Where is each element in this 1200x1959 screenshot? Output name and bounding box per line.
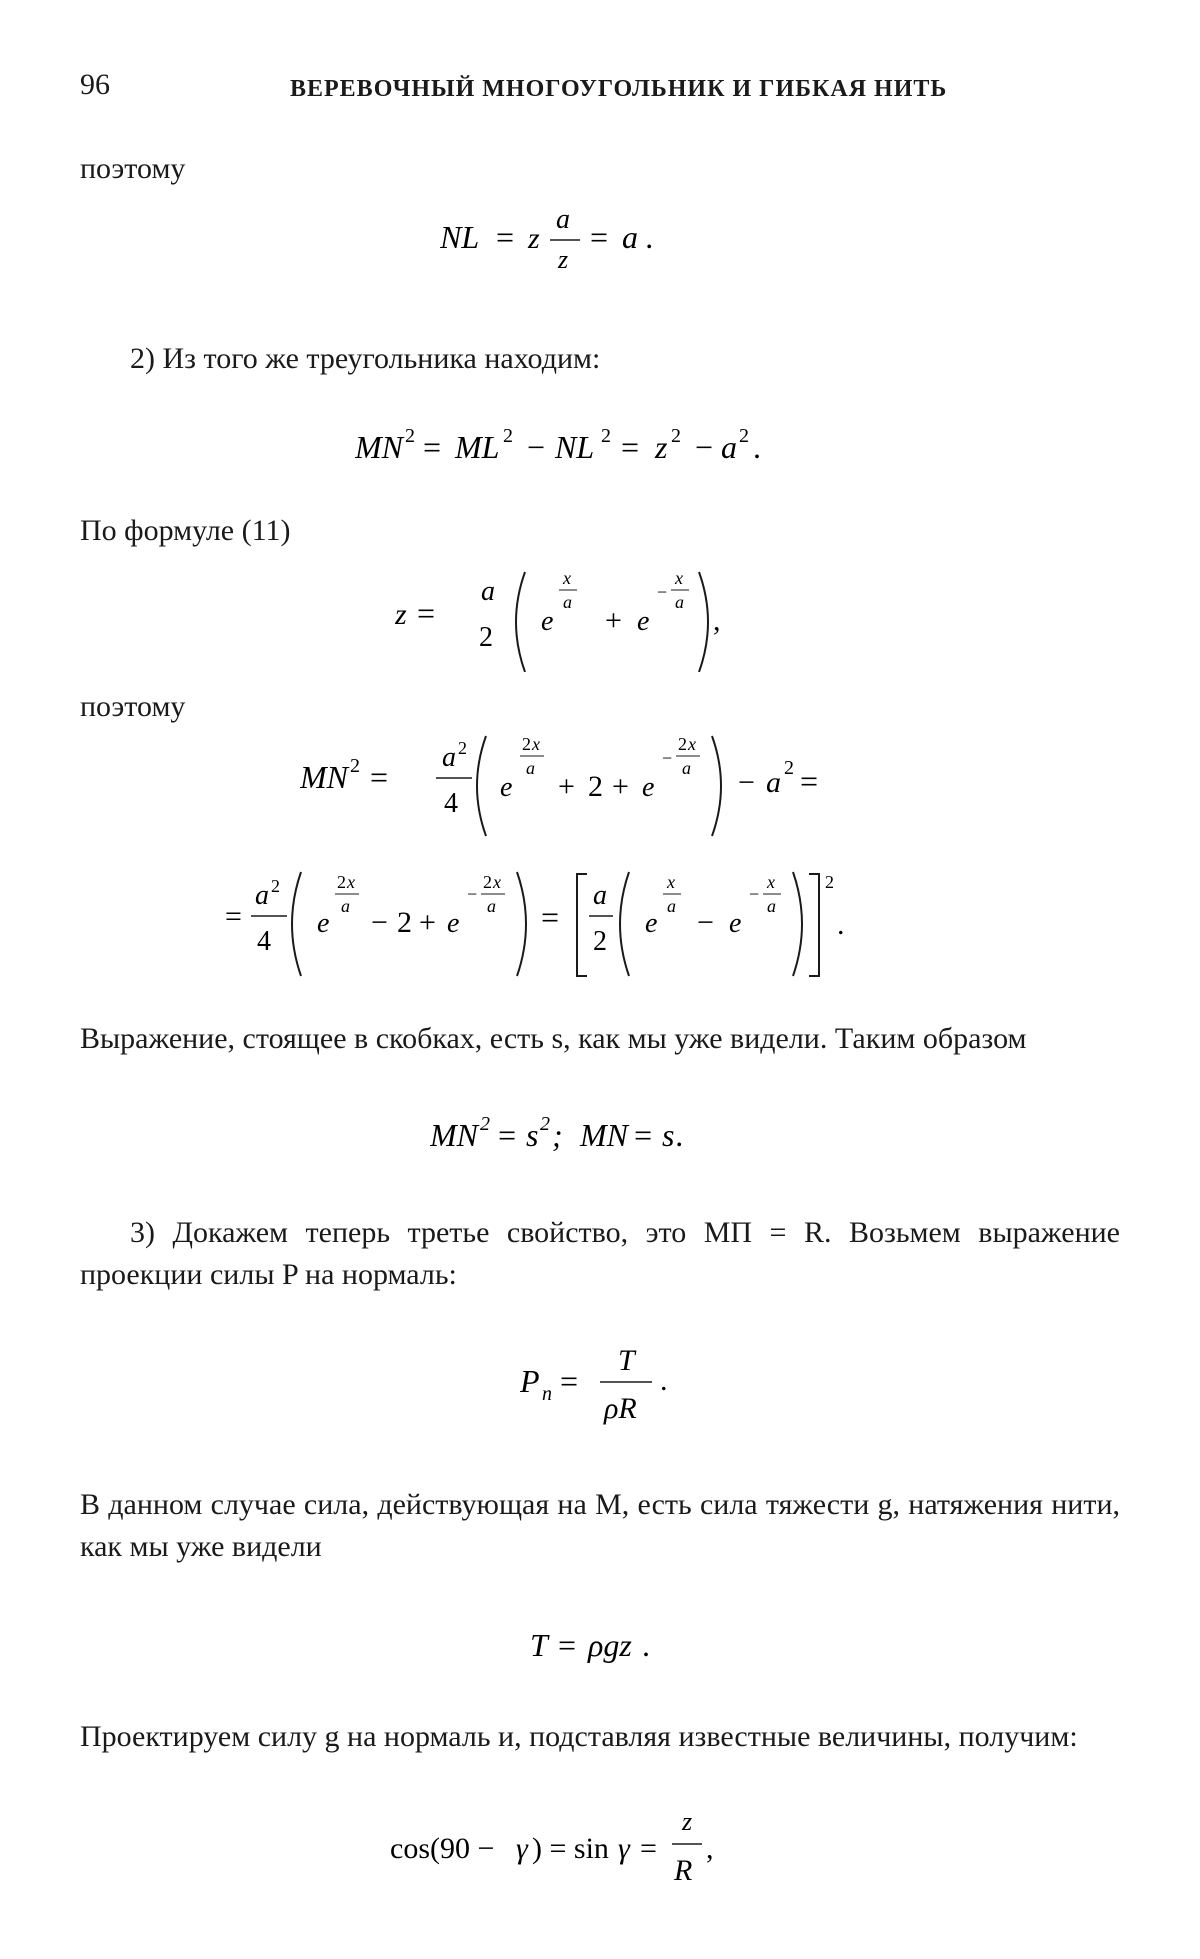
svg-text:e: e [642, 772, 655, 803]
svg-text:MN: MN [300, 759, 348, 795]
svg-text:x: x [493, 872, 501, 892]
svg-text:2: 2 [593, 926, 607, 957]
svg-text:R: R [674, 1854, 693, 1887]
formula-mn-square-bracket-svg [225, 862, 985, 982]
svg-text:−: − [695, 429, 714, 465]
svg-text:T: T [530, 1627, 548, 1663]
svg-text:a: a [682, 758, 691, 778]
svg-text:s: s [662, 1117, 675, 1153]
svg-text:x: x [767, 872, 775, 892]
svg-text:x: x [675, 568, 683, 588]
svg-text:4: 4 [444, 788, 458, 819]
svg-text:2: 2 [522, 734, 531, 754]
svg-text:−: − [657, 582, 668, 602]
svg-text:a: a [667, 896, 676, 916]
svg-text:4: 4 [257, 926, 271, 957]
svg-text:z: z [528, 222, 540, 255]
svg-text:2: 2 [480, 1113, 490, 1135]
svg-text:a: a [563, 592, 572, 612]
svg-text:.: . [642, 1627, 650, 1663]
svg-text:e: e [447, 908, 460, 939]
svg-text:γ: γ [618, 1832, 630, 1865]
svg-text:−: − [662, 748, 673, 768]
svg-text:x: x [563, 568, 571, 588]
svg-text:NL: NL [440, 219, 480, 255]
paragraph-project: Проектируем силу g на нормаль и, подставляя известные величины, получим: [80, 1720, 1078, 1753]
svg-text:a: a [675, 592, 684, 612]
svg-text:a: a [526, 758, 535, 778]
svg-text:=: = [496, 219, 515, 255]
paragraph-expression: Выражение, стоящее в скобках, есть s, как мы уже видели. Таким образом [80, 1022, 1027, 1055]
svg-text:=: = [590, 219, 609, 255]
svg-text:−: − [527, 429, 546, 465]
svg-text:a: a [481, 576, 495, 607]
formula-mn-expansion-svg [300, 728, 940, 838]
svg-text:e: e [500, 772, 513, 803]
svg-text:x: x [688, 734, 696, 754]
svg-text:x: x [532, 734, 540, 754]
paragraph-item-3: 3) Докажем теперь третье свойство, это MП = R. Возьмем выражение проекции силы P на нормаль: [80, 1216, 1120, 1291]
svg-text:e: e [729, 908, 742, 939]
svg-text:=: = [496, 1117, 518, 1153]
svg-text:e: e [317, 908, 330, 939]
svg-text:a: a [255, 880, 269, 911]
svg-text:=: = [423, 429, 442, 465]
formula-mn-square-bracket [225, 862, 985, 987]
paragraph-poetomu-2: поэтому [80, 690, 186, 723]
paragraph-poetomu-1: поэтому [80, 152, 186, 185]
svg-text:=: = [560, 1363, 579, 1399]
svg-text:+: + [419, 906, 436, 939]
formula-mn-equals-s [430, 1110, 790, 1169]
formula-mn-squared-svg [355, 418, 875, 478]
svg-text:=: = [632, 1117, 654, 1153]
svg-text:2: 2 [479, 622, 493, 653]
svg-text:,: , [713, 604, 721, 637]
svg-text:s: s [526, 1117, 539, 1153]
svg-text:n: n [542, 1383, 552, 1405]
svg-text:=: = [558, 1627, 577, 1663]
svg-text:;: ; [552, 1117, 563, 1153]
svg-text:2: 2 [483, 872, 492, 892]
formula-cos [390, 1800, 810, 1905]
svg-text:2: 2 [350, 755, 360, 777]
svg-text:T: T [618, 1344, 635, 1377]
svg-text:+: + [605, 604, 622, 637]
svg-text:2: 2 [271, 876, 280, 896]
svg-text:MN: MN [580, 1117, 628, 1153]
svg-text:x: x [347, 872, 355, 892]
svg-text:a: a [487, 896, 496, 916]
svg-text:e: e [645, 908, 658, 939]
svg-text:a .: a . [622, 219, 654, 255]
svg-text:ρgz: ρgz [588, 1627, 632, 1663]
svg-text:2: 2 [671, 425, 681, 447]
svg-text:−: − [749, 884, 760, 904]
svg-text:ρR: ρR [604, 1392, 637, 1425]
svg-text:) = sin: ) = sin [532, 1832, 609, 1865]
svg-text:=: = [541, 899, 560, 935]
svg-text:,: , [706, 1832, 714, 1865]
svg-text:a: a [593, 880, 607, 911]
svg-text:2: 2 [739, 425, 749, 447]
formula-mn-expansion [300, 728, 940, 843]
svg-text:2: 2 [397, 906, 412, 939]
svg-text:−: − [371, 906, 388, 939]
svg-text:=: = [640, 1832, 657, 1865]
svg-text:ML: ML [455, 429, 500, 465]
svg-text:.: . [676, 1117, 684, 1153]
paragraph-item-2: 2) Из того же треугольника находим: [130, 342, 601, 375]
svg-text:NL: NL [555, 429, 595, 465]
svg-text:2: 2 [588, 770, 603, 803]
svg-text:=: = [417, 595, 436, 631]
svg-text:e: e [637, 606, 650, 637]
svg-text:.: . [660, 1364, 668, 1397]
formula-t [530, 1620, 730, 1675]
svg-text:2: 2 [458, 738, 467, 758]
running-title: ВЕРЕВОЧНЫЙ МНОГОУГОЛЬНИК И ГИБКАЯ НИТЬ [290, 76, 948, 102]
svg-text:z: z [682, 1807, 693, 1836]
svg-text:−: − [738, 766, 755, 799]
formula-t-svg [530, 1620, 730, 1670]
svg-text:a: a [341, 896, 350, 916]
formula-cos-svg [390, 1800, 810, 1900]
formula-nl-svg [440, 200, 760, 290]
svg-text:z: z [558, 245, 569, 274]
svg-text:2: 2 [601, 425, 611, 447]
svg-text:−: − [467, 884, 478, 904]
formula-z [395, 562, 795, 677]
formula-pn [520, 1336, 740, 1441]
svg-text:=: = [800, 763, 819, 799]
paragraph-formula-11: По формуле (11) [80, 514, 291, 547]
svg-text:a: a [556, 204, 570, 235]
svg-text:e: e [541, 606, 554, 637]
svg-text:+: + [612, 770, 629, 803]
svg-text:=: = [225, 900, 242, 933]
svg-text:=: = [621, 429, 640, 465]
svg-text:−: − [697, 906, 714, 939]
svg-text:.: . [837, 908, 845, 941]
svg-text:a: a [767, 896, 776, 916]
page-number: 96 [80, 68, 110, 101]
svg-text:2: 2 [540, 1113, 550, 1135]
formula-pn-svg [520, 1336, 740, 1436]
formula-z-svg [395, 562, 795, 672]
paragraph-case: В данном случае сила, действующая на M, есть сила тяжести g, натяжения нити, как мы уже видели [80, 1488, 1120, 1563]
svg-text:.: . [753, 429, 761, 465]
svg-text:2: 2 [678, 734, 687, 754]
svg-text:cos(90 −: cos(90 − [390, 1832, 495, 1865]
svg-text:2: 2 [503, 425, 513, 447]
svg-text:2: 2 [784, 757, 794, 779]
svg-text:x: x [667, 872, 675, 892]
formula-nl [440, 200, 760, 295]
svg-text:γ: γ [516, 1832, 528, 1865]
formula-mn-equals-s-svg [430, 1110, 790, 1160]
svg-text:z: z [655, 429, 668, 465]
svg-text:MN: MN [430, 1117, 478, 1153]
svg-text:2: 2 [337, 872, 346, 892]
svg-text:P: P [520, 1363, 540, 1399]
svg-text:MN: MN [355, 429, 403, 465]
svg-text:=: = [370, 759, 389, 795]
svg-text:2: 2 [405, 425, 415, 447]
svg-text:z: z [395, 598, 407, 631]
svg-text:2: 2 [825, 872, 834, 892]
formula-mn-squared [355, 418, 875, 483]
svg-text:a: a [766, 766, 781, 799]
svg-text:+: + [558, 770, 575, 803]
svg-text:a: a [721, 429, 737, 465]
svg-text:a: a [442, 742, 456, 773]
